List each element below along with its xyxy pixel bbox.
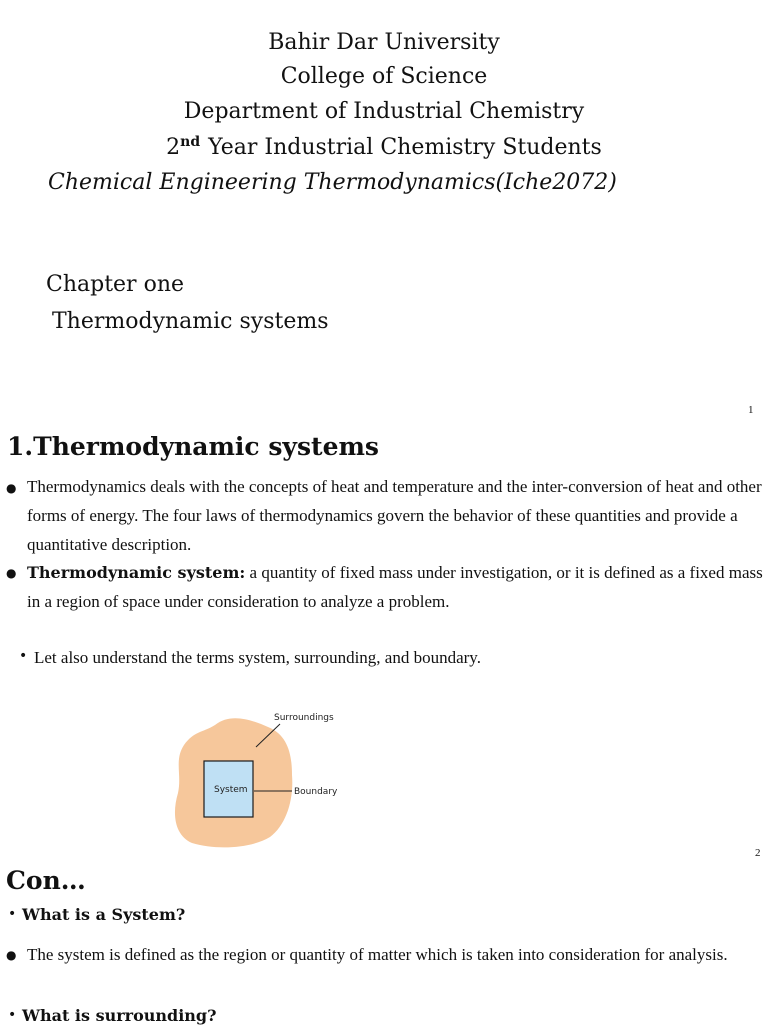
page-number-2: 2 <box>755 847 761 859</box>
year-rest: Year Industrial Chemistry Students <box>201 135 602 160</box>
question-system: What is a System? <box>22 905 186 924</box>
question-surrounding: What is surrounding? <box>22 1006 217 1025</box>
year-number: 2 <box>166 135 181 160</box>
course-title: Chemical Engineering Thermodynamics(Iche2072) <box>48 170 617 195</box>
boundary-label: Boundary <box>294 787 338 797</box>
system-label: System <box>214 785 248 795</box>
bullet-icon: • <box>8 906 17 922</box>
chapter-title: Thermodynamic systems <box>52 309 329 334</box>
paragraph-thermodynamics: Thermodynamics deals with the concepts of heat and temperature and the inter-conversion of heat and other forms of energy. The four laws of thermodynamics govern the behavior of these quantities and provide a quantitative description. <box>27 477 762 554</box>
system-term: Thermodynamic system: <box>27 563 246 582</box>
bullet-icon: • <box>8 1007 17 1023</box>
paragraph-system-definition <box>27 558 768 616</box>
system-definition: a quantity of fixed mass under investigation, or it is defined as a fixed mass in a region of space under consideration to analyze a problem. <box>27 563 763 611</box>
continued-heading: Con… <box>6 866 86 895</box>
answer-system: The system is defined as the region or quantity of matter which is taken into consideration for analysis. <box>27 945 728 964</box>
chapter-label: Chapter one <box>46 272 185 297</box>
student-year-line <box>0 134 768 160</box>
paragraph-terms: Let also understand the terms system, surrounding, and boundary. <box>34 648 481 667</box>
surroundings-label: Surroundings <box>274 713 334 723</box>
section-heading: 1.Thermodynamic systems <box>7 432 379 461</box>
system-surroundings-diagram <box>170 705 350 850</box>
bullet-icon: ● <box>6 948 17 962</box>
university-name: Bahir Dar University <box>268 30 500 55</box>
page-number-1: 1 <box>748 404 754 416</box>
year-suffix: nd <box>180 134 201 150</box>
department-name: Department of Industrial Chemistry <box>183 99 585 124</box>
bullet-icon: ● <box>6 566 17 580</box>
bullet-icon: • <box>19 648 28 664</box>
college-name: College of Science <box>280 64 488 89</box>
bullet-icon: ● <box>6 481 17 495</box>
